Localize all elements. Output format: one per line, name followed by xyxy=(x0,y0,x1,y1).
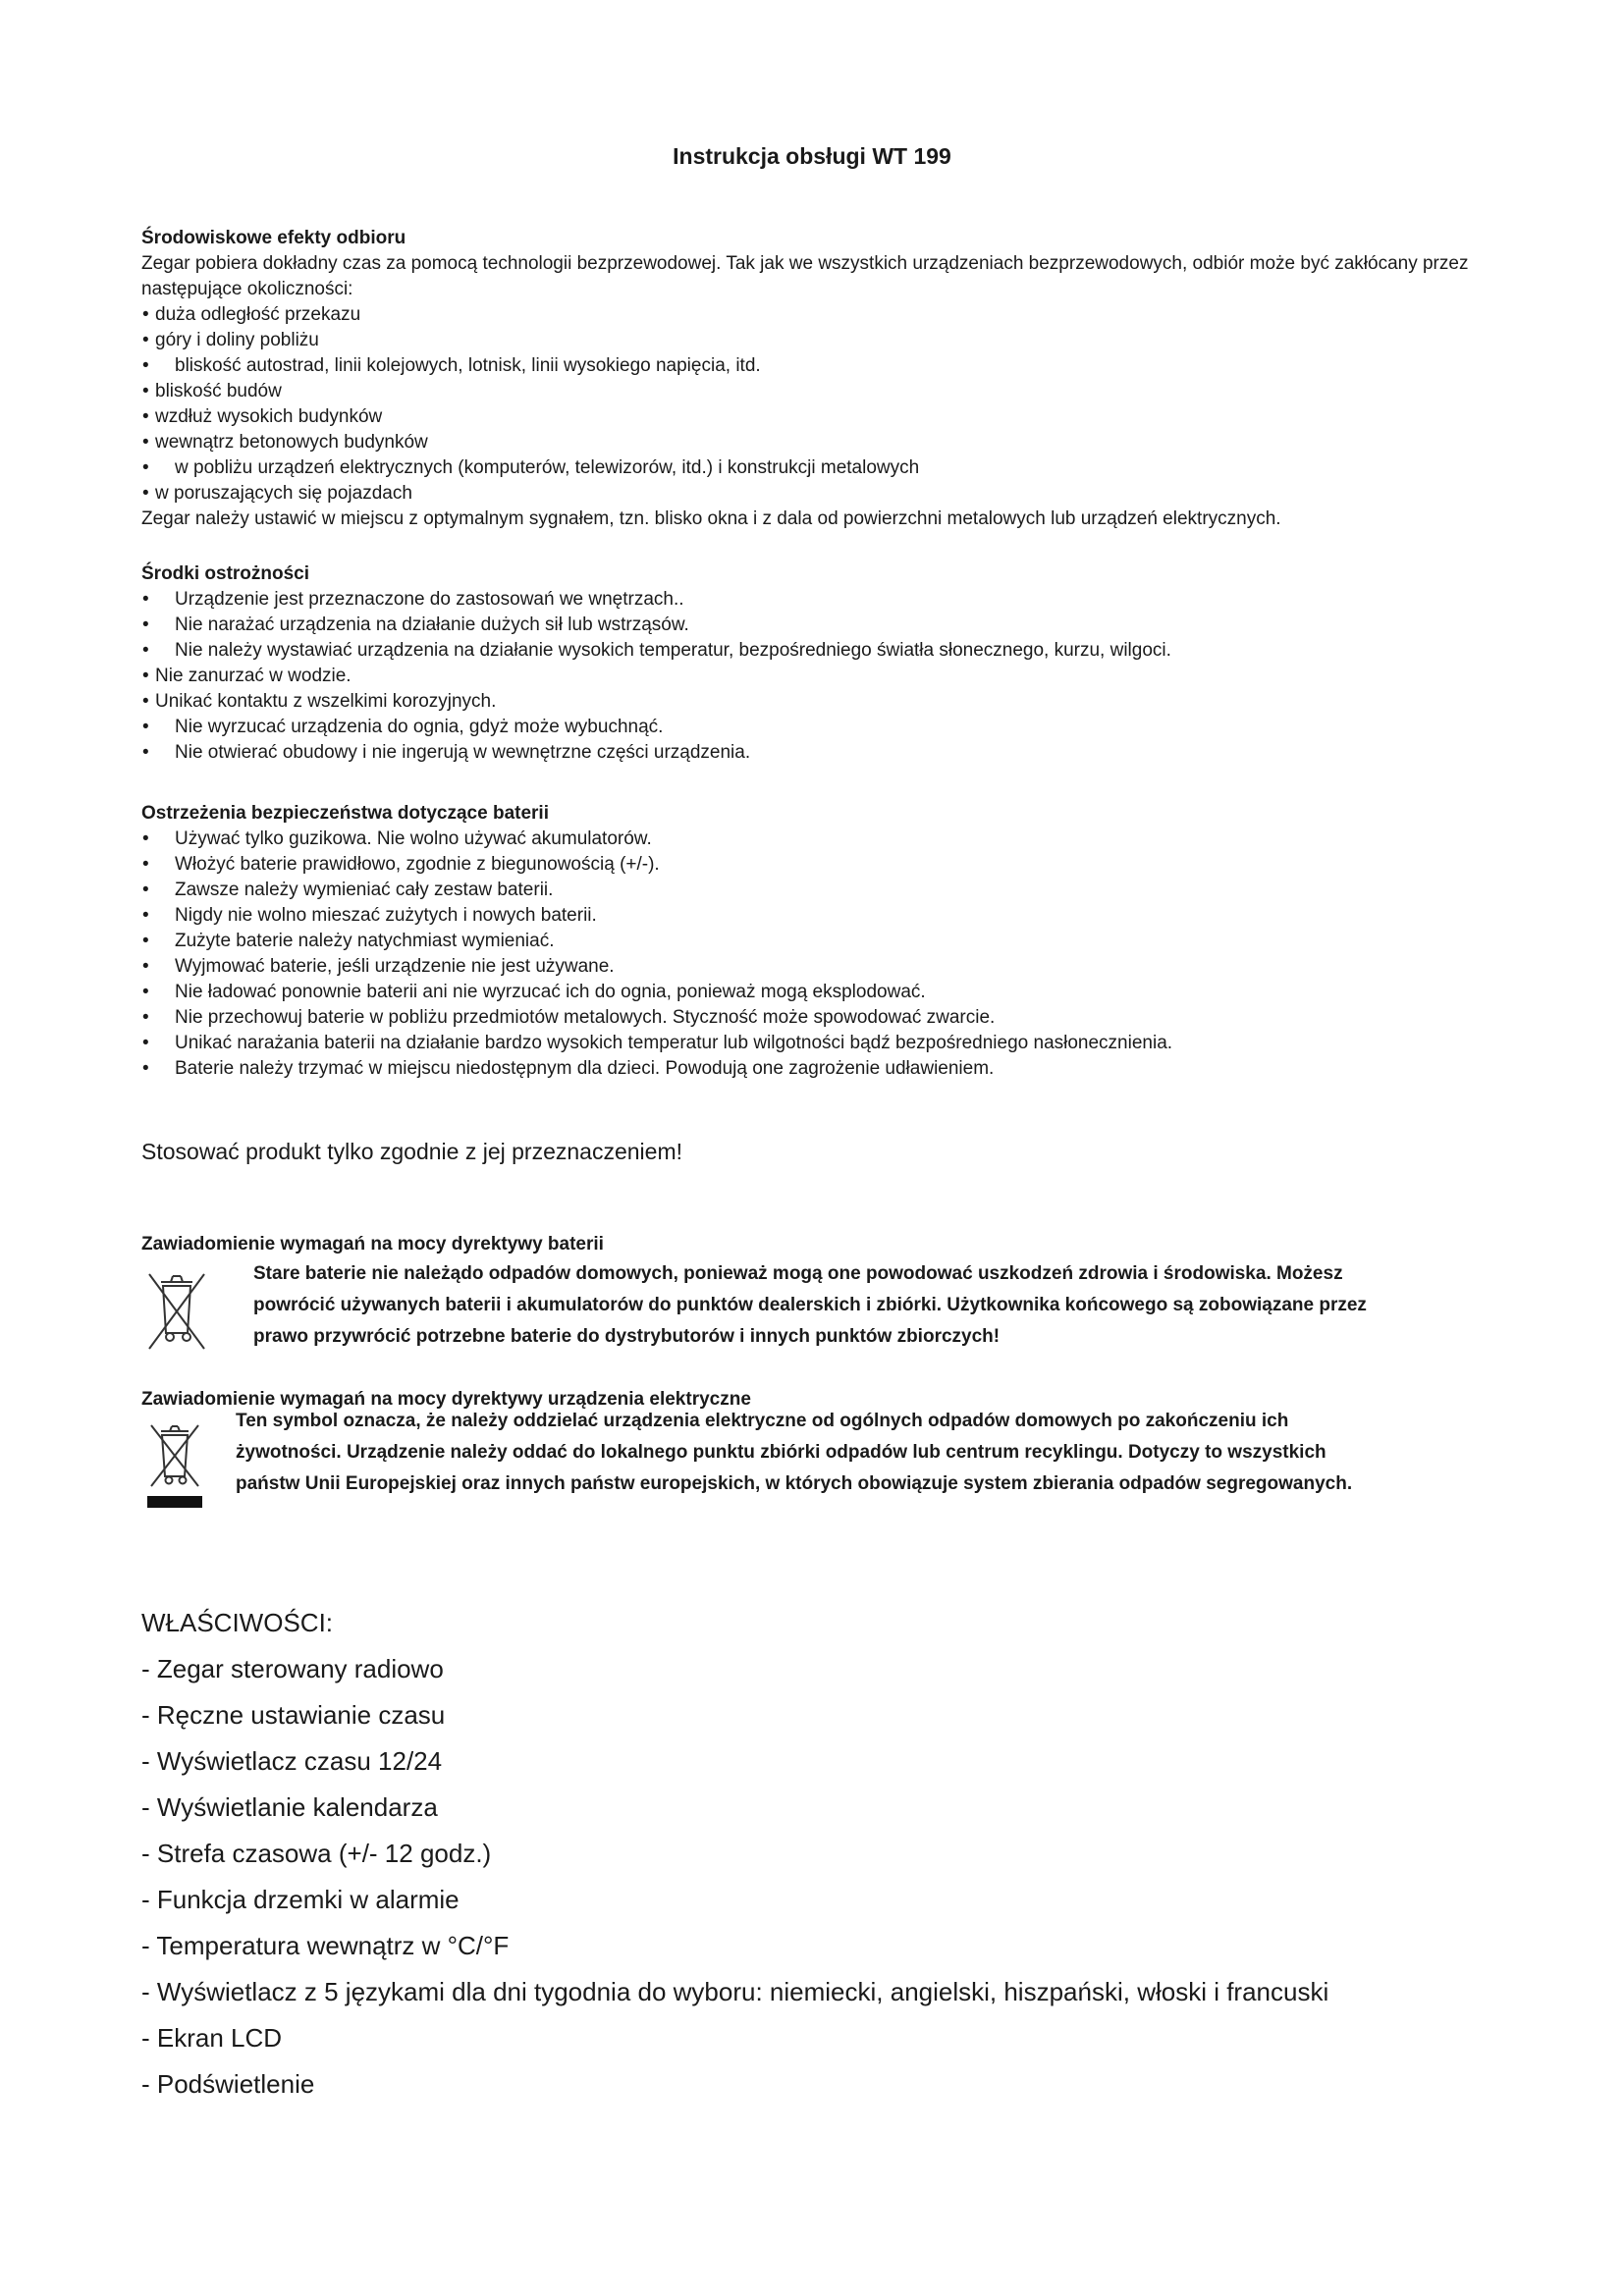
list-item: • Nigdy nie wolno mieszać zużytych i nowych baterii. xyxy=(141,903,1516,929)
usage-note: Stosować produkt tylko zgodnie z jej przeznaczeniem! xyxy=(141,1139,683,1164)
reception-outro: Zegar należy ustawić w miejscu z optymalnym sygnałem, tzn. blisko okna i z dala od powierzchni metalowych lub urządzeń elektrycznych. xyxy=(141,508,1281,529)
list-item: • Urządzenie jest przeznaczone do zastosowań we wnętrzach.. xyxy=(141,587,1516,613)
list-item: • Nie otwierać obudowy i nie ingerują w wewnętrzne części urządzenia. xyxy=(141,740,1516,766)
battery-directive-body xyxy=(253,1258,1549,1353)
weee-bin-icon xyxy=(143,1421,206,1517)
electric-directive-heading: Zawiadomienie wymagań na mocy dyrektywy urządzenia elektryczne xyxy=(141,1389,751,1410)
precautions-heading: Środki ostrożności xyxy=(141,563,310,584)
list-item: • Unikać narażania baterii na działanie bardzo wysokich temperatur lub wilgotności bądź bezpośredniego nasłonecznienia. xyxy=(141,1031,1516,1056)
list-item: • Zawsze należy wymieniać cały zestaw baterii. xyxy=(141,878,1516,903)
reception-heading: Środowiskowe efekty odbioru xyxy=(141,228,406,248)
precautions-list xyxy=(141,587,1516,766)
features-heading: WŁAŚCIWOŚCI: xyxy=(141,1608,334,1637)
reception-intro: Zegar pobiera dokładny czas za pomocą technologii bezprzewodowej. Tak jak we wszystkich urządzeniach bezprzewodowych, odbiór może być zakłócany przez następujące okoliczności: xyxy=(141,253,1469,299)
list-item: • wewnątrz betonowych budynków xyxy=(141,430,1516,455)
features-list xyxy=(141,1646,1555,2108)
battery-warnings-section xyxy=(141,801,1516,1082)
document-title: Instrukcja obsługi WT 199 xyxy=(673,143,951,169)
battery-directive-heading: Zawiadomienie wymagań na mocy dyrektywy baterii xyxy=(141,1234,604,1255)
list-item: - Wyświetlacz czasu 12/24 xyxy=(141,1746,443,1776)
list-item: • w pobliżu urządzeń elektrycznych (komputerów, telewizorów, itd.) i konstrukcji metalowych xyxy=(141,455,1516,481)
list-item: • góry i doliny pobliżu xyxy=(141,328,1516,353)
text-line: żywotności. Urządzenie należy oddać do lokalnego punktu zbiórki odpadów lub centrum recyklingu. Dotyczy to wszystkich xyxy=(236,1442,1326,1463)
list-item: - Funkcja drzemki w alarmie xyxy=(141,1885,460,1914)
list-item: • Nie zanurzać w wodzie. xyxy=(141,664,1516,689)
list-item: • bliskość budów xyxy=(141,379,1516,404)
list-item: • Baterie należy trzymać w miejscu niedostępnym dla dzieci. Powodują one zagrożenie udławieniem. xyxy=(141,1056,1516,1082)
list-item: • Nie ładować ponownie baterii ani nie wyrzucać ich do ognia, ponieważ mogą eksplodować. xyxy=(141,980,1516,1005)
list-item: • Nie należy wystawiać urządzenia na działanie wysokich temperatur, bezpośredniego światła słonecznego, kurzu, wilgoci. xyxy=(141,638,1516,664)
list-item: • duża odległość przekazu xyxy=(141,302,1516,328)
list-item: • Nie wyrzucać urządzenia do ognia, gdyż może wybuchnąć. xyxy=(141,715,1516,740)
electric-directive-notice xyxy=(141,1388,1536,1516)
list-item: • bliskość autostrad, linii kolejowych, lotnisk, linii wysokiego napięcia, itd. xyxy=(141,353,1516,379)
list-item: - Podświetlenie xyxy=(141,2069,315,2099)
list-item: - Wyświetlacz z 5 językami dla dni tygodnia do wyboru: niemiecki, angielski, hiszpański, włoski i francuski xyxy=(141,1977,1329,2006)
list-item: • Zużyte baterie należy natychmiast wymieniać. xyxy=(141,929,1516,954)
list-item: • wzdłuż wysokich budynków xyxy=(141,404,1516,430)
list-item: - Temperatura wewnątrz w °C/°F xyxy=(141,1931,510,1960)
list-item: - Zegar sterowany radiowo xyxy=(141,1654,444,1683)
list-item: • Włożyć baterie prawidłowo, zgodnie z biegunowością (+/-). xyxy=(141,852,1516,878)
list-item: • Nie przechowuj baterie w pobliżu przedmiotów metalowych. Styczność może spowodować zwarcie. xyxy=(141,1005,1516,1031)
list-item: • Nie narażać urządzenia na działanie dużych sił lub wstrząsów. xyxy=(141,613,1516,638)
features-section xyxy=(141,1600,1555,2108)
text-line: powrócić używanych baterii i akumulatorów do punktów dealerskich i zbiórki. Użytkownika końcowego są zobowiązane przez xyxy=(253,1295,1367,1315)
list-item: - Ekran LCD xyxy=(141,2023,283,2053)
battery-warnings-list xyxy=(141,827,1516,1082)
crossed-out-bin-icon xyxy=(145,1268,208,1358)
precautions-section xyxy=(141,561,1516,766)
text-line: państw Unii Europejskiej oraz innych państw europejskich, w których obowiązuje system zbierania odpadów segregowanych. xyxy=(236,1473,1353,1494)
list-item: • Używać tylko guzikowa. Nie wolno używać akumulatorów. xyxy=(141,827,1516,852)
list-item: • Wyjmować baterie, jeśli urządzenie nie jest używane. xyxy=(141,954,1516,980)
list-item: • Unikać kontaktu z wszelkimi korozyjnych. xyxy=(141,689,1516,715)
list-item: - Strefa czasowa (+/- 12 godz.) xyxy=(141,1839,492,1868)
list-item: • w poruszających się pojazdach xyxy=(141,481,1516,507)
text-line: prawo przywrócić potrzebne baterie do dystrybutorów i innych punktów zbiorczych! xyxy=(253,1326,1001,1347)
electric-directive-body xyxy=(236,1406,1551,1500)
text-line: Ten symbol oznacza, że należy oddzielać urządzenia elektryczne od ogólnych odpadów domowych po zakończeniu ich xyxy=(236,1411,1289,1431)
battery-directive-notice xyxy=(141,1233,1536,1361)
list-item: - Wyświetlanie kalendarza xyxy=(141,1792,438,1822)
reception-list xyxy=(141,302,1516,507)
list-item: - Ręczne ustawianie czasu xyxy=(141,1700,446,1730)
battery-warnings-heading: Ostrzeżenia bezpieczeństwa dotyczące baterii xyxy=(141,803,549,824)
text-line: Stare baterie nie należądo odpadów domowych, ponieważ mogą one powodować uszkodzeń zdrowia i środowiska. Możesz xyxy=(253,1263,1343,1284)
reception-section xyxy=(141,226,1516,532)
